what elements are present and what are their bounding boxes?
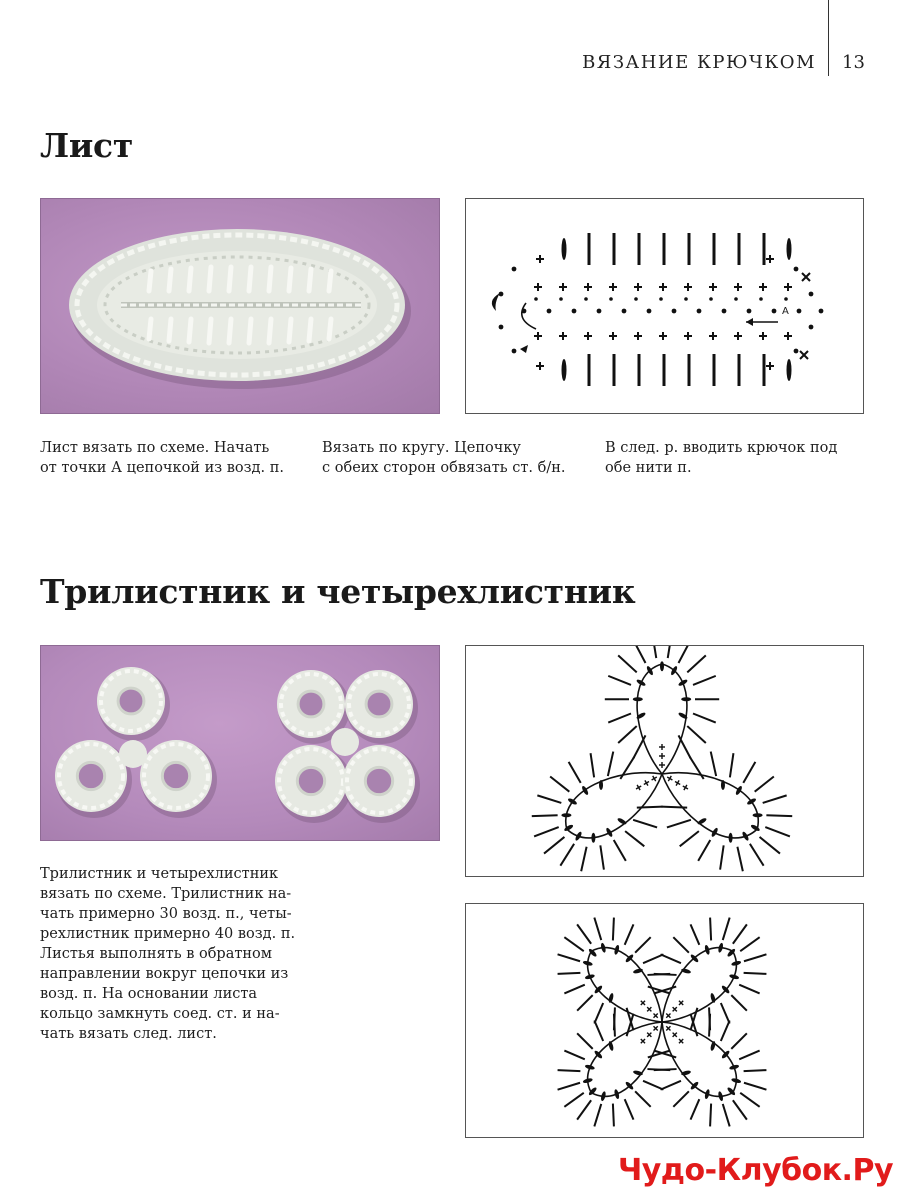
caption-trefoil: Трилистник и четырехлистник вязать по схеме. Трилистник на- чать примерно 30 возд. п., четы- рехлистник примерно 40 возд. п. Листья выполнять в обратном направлении вокруг цепочки из возд. п. На основании листа кольцо замкнуть соед. ст. и на- чать вязать след. лист. — [40, 866, 296, 1042]
point-a-label: A — [782, 306, 789, 317]
section-title-trefoil: Трилистник и четырехлистник — [40, 572, 636, 611]
quatrefoil-scheme — [465, 903, 864, 1138]
site-watermark: Чудо-Клубок.Ру — [618, 1153, 893, 1188]
leaf-scheme — [465, 198, 864, 414]
trefoil-scheme — [465, 645, 864, 877]
trefoil-scheme-graphic — [466, 646, 863, 876]
page-number: 13 — [842, 52, 865, 73]
quatrefoil-scheme-graphic — [466, 904, 863, 1137]
leaf-photo — [40, 198, 440, 414]
leaf-scheme-graphic — [466, 199, 863, 413]
section-title-leaf: Лист — [40, 126, 133, 165]
running-head-title: ВЯЗАНИЕ КРЮЧКОМ — [582, 52, 816, 73]
caption-leaf-next-row: В след. р. вводить крючок под обе нити п. — [605, 440, 838, 476]
header-divider — [828, 0, 829, 76]
trefoil-quatrefoil-photo — [40, 645, 440, 841]
caption-leaf-round: Вязать по кругу. Цепочку с обеих сторон обвязать ст. б/н. — [322, 440, 566, 476]
caption-leaf-start: Лист вязать по схеме. Начать от точки А цепочкой из возд. п. — [40, 440, 284, 476]
